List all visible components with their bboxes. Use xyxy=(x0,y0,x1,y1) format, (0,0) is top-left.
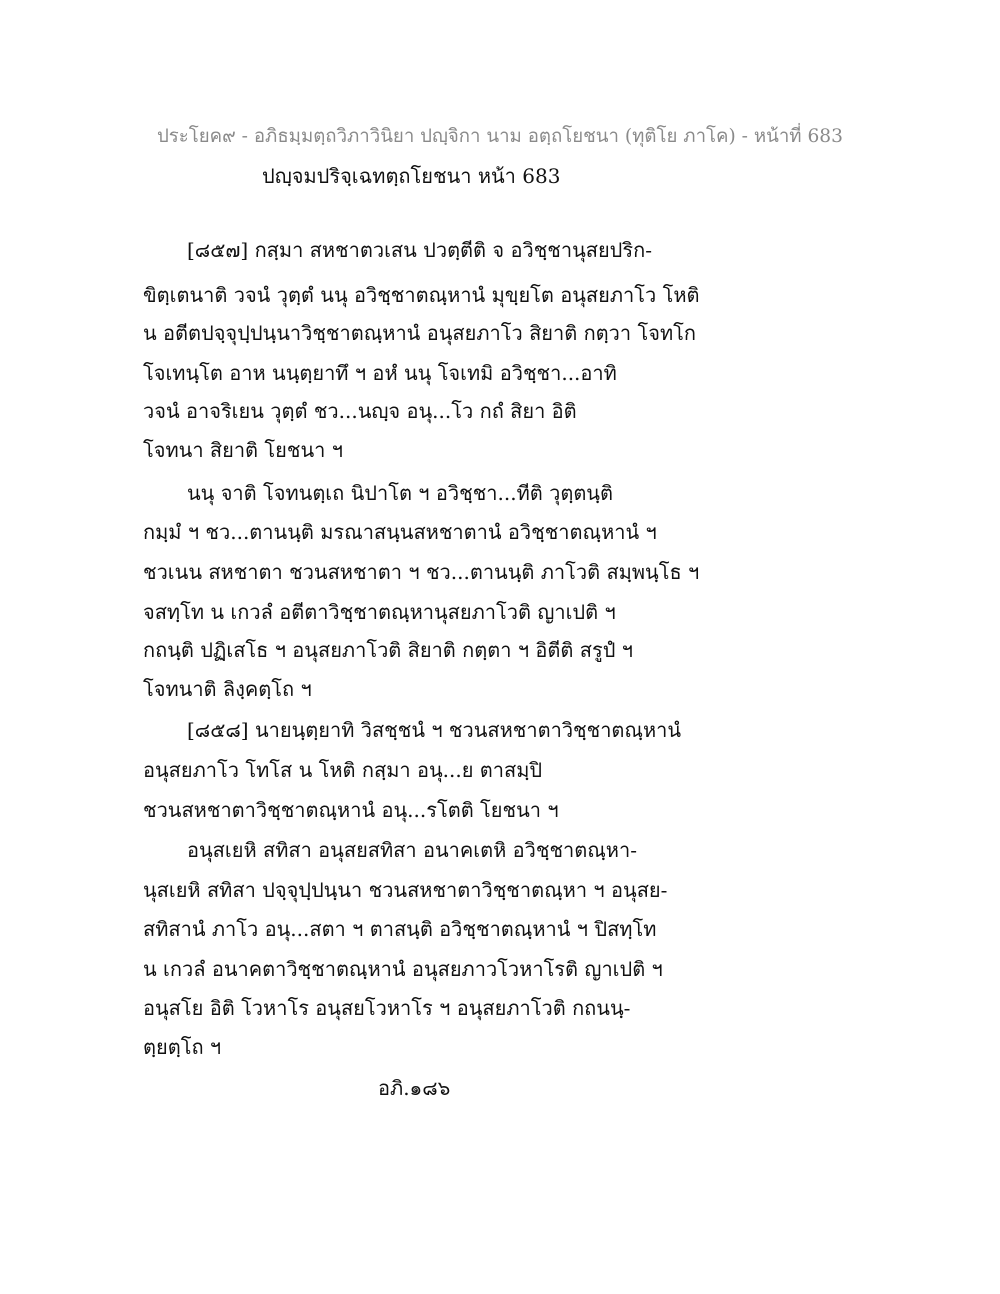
text-line: กถนฺติ ปฏิเสโธ ฯ อนุสยภาโวติ สิยาติ กตฺตา ฯ อิตีติ สรูปํ ฯ xyxy=(143,638,633,662)
text-line: [๘๕๘] นายนฺตฺยาทิ วิสชฺชนํ ฯ ชวนสหชาตาวิชฺชาตณฺหานํ xyxy=(187,718,682,742)
text-line: จสทฺโท น เกวลํ อตีตาวิชฺชาตณฺหานุสยภาโวติ ญาเปติ ฯ xyxy=(143,600,616,624)
text-line: วจนํ อาจริเยน วุตฺตํ ชว...นญฺจ อนุ...โว กถํ สิยา อิติ xyxy=(143,399,577,423)
text-line: ขิตฺเตนาติ วจนํ วุตฺตํ นนุ อวิชฺชาตณฺหานํ มุขฺยโต อนุสยภาโว โหติ xyxy=(143,283,700,307)
text-line: อนุสโย อิติ โวหาโร อนุสยโวหาโร ฯ อนุสยภาโวติ กถนนฺ- xyxy=(143,996,631,1020)
text-line: [๘๕๗] กสฺมา สหชาตวเสน ปวตฺตีติ จ อวิชฺชานุสยปริก- xyxy=(187,238,652,262)
text-line: นนุ จาติ โจทนตฺเถ นิปาโต ฯ อวิชฺชา...ทีติ วุตฺตนฺติ xyxy=(187,481,613,505)
text-line: น อตีตปจฺจุปฺปนฺนาวิชฺชาตณฺหานํ อนุสยภาโว สิยาติ กตฺวา โจทโก xyxy=(143,321,696,345)
text-line: ชวนสหชาตาวิชฺชาตณฺหานํ อนุ...รโตติ โยชนา ฯ xyxy=(143,798,559,822)
text-line: นุสเยหิ สทิสา ปจฺจุปฺปนฺนา ชวนสหชาตาวิชฺชาตณฺหา ฯ อนุสย- xyxy=(143,878,668,902)
text-line: น เกวลํ อนาคตาวิชฺชาตณฺหานํ อนุสยภาวโวหาโรติ ญาเปติ ฯ xyxy=(143,957,663,981)
running-header: ประโยค๙ - อภิธมฺมตฺถวิภาวินิยา ปญฺจิกา นาม อตฺถโยชนา (ทุติโย ภาโค) - หน้าที่ 683 xyxy=(156,126,843,147)
page-code: อภิ.๑๘๖ xyxy=(378,1076,451,1100)
text-line: โจทนาติ ลิงฺคตฺโถ ฯ xyxy=(143,677,312,701)
text-line: ตฺยตฺโถ ฯ xyxy=(143,1035,222,1059)
text-line: สทิสานํ ภาโว อนุ...สตา ฯ ตาสนฺติ อวิชฺชาตณฺหานํ ฯ ปิสทฺโท xyxy=(143,917,657,941)
text-line: อนุสเยหิ สทิสา อนุสยสทิสา อนาคเตหิ อวิชฺชาตณฺหา- xyxy=(187,838,637,862)
text-line: กมฺมํ ฯ ชว...ตานนฺติ มรณาสนฺนสหชาตานํ อวิชฺชาตณฺหานํ ฯ xyxy=(143,520,657,544)
page-title: ปญฺจมปริจฺเฉทตฺถโยชนา หน้า 683 xyxy=(262,164,561,188)
text-line: โจทนา สิยาติ โยชนา ฯ xyxy=(143,438,343,462)
text-line: อนุสยภาโว โทโส น โหติ กสฺมา อนุ...ย ตาสมฺปิ xyxy=(143,758,543,782)
text-line: โจเทนฺโต อาห นนฺตฺยาทึ ฯ อหํ นนุ โจเทมิ อวิชฺชา...อาทิ xyxy=(143,361,617,385)
text-line: ชวเนน สหชาตา ชวนสหชาตา ฯ ชว...ตานนฺติ ภาโวติ สมฺพนฺโธ ฯ xyxy=(143,560,700,584)
